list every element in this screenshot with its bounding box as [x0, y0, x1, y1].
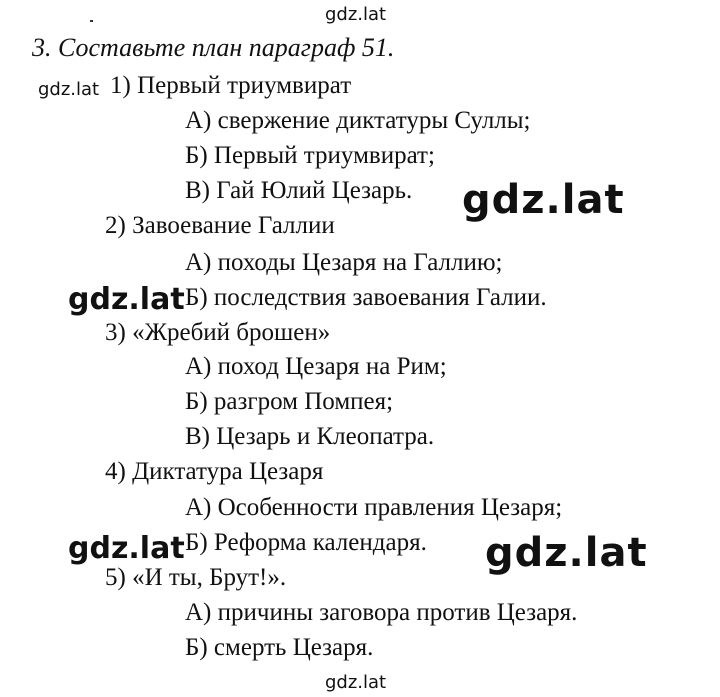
plan-item-1a: А) свержение диктатуры Суллы; — [185, 107, 531, 134]
watermark-bottom: gdz.lat — [325, 672, 387, 693]
plan-item-3c: В) Цезарь и Клеопатра. — [185, 423, 435, 450]
plan-item-4b: Б) Реформа календаря. — [185, 529, 427, 556]
scan-artifact-dot — [90, 20, 93, 22]
plan-item-1c: В) Гай Юлий Цезарь. — [185, 177, 413, 204]
plan-item-1b: Б) Первый триумвират; — [185, 142, 435, 169]
plan-item-3a: А) поход Цезаря на Рим; — [185, 353, 447, 380]
plan-item-5b: Б) смерть Цезаря. — [185, 634, 374, 661]
watermark-left-mid-1: gdz.lat — [68, 282, 185, 317]
plan-heading-3: 3) «Жребий брошен» — [105, 319, 331, 346]
watermark-left-small: gdz.lat — [38, 79, 100, 100]
plan-item-2b: Б) последствия завоевания Галии. — [185, 284, 547, 311]
plan-heading-2: 2) Завоевание Галлии — [105, 212, 335, 239]
plan-heading-1: 1) Первый триумвират — [110, 72, 352, 99]
watermark-left-mid-2: gdz.lat — [68, 531, 185, 566]
plan-item-2a: А) походы Цезаря на Галлию; — [185, 249, 503, 276]
plan-heading-4: 4) Диктатура Цезаря — [105, 458, 324, 485]
watermark-top: gdz.lat — [325, 4, 387, 25]
plan-item-3b: Б) разгром Помпея; — [185, 388, 394, 415]
watermark-right-big-2: gdz.lat — [485, 530, 648, 576]
plan-item-4a: А) Особенности правления Цезаря; — [185, 494, 563, 521]
watermark-right-big: gdz.lat — [462, 177, 625, 223]
plan-heading-5: 5) «И ты, Брут!». — [105, 564, 287, 591]
task-title: 3. Составьте план параграф 51. — [32, 33, 395, 62]
plan-item-5a: А) причины заговора против Цезаря. — [185, 599, 578, 626]
